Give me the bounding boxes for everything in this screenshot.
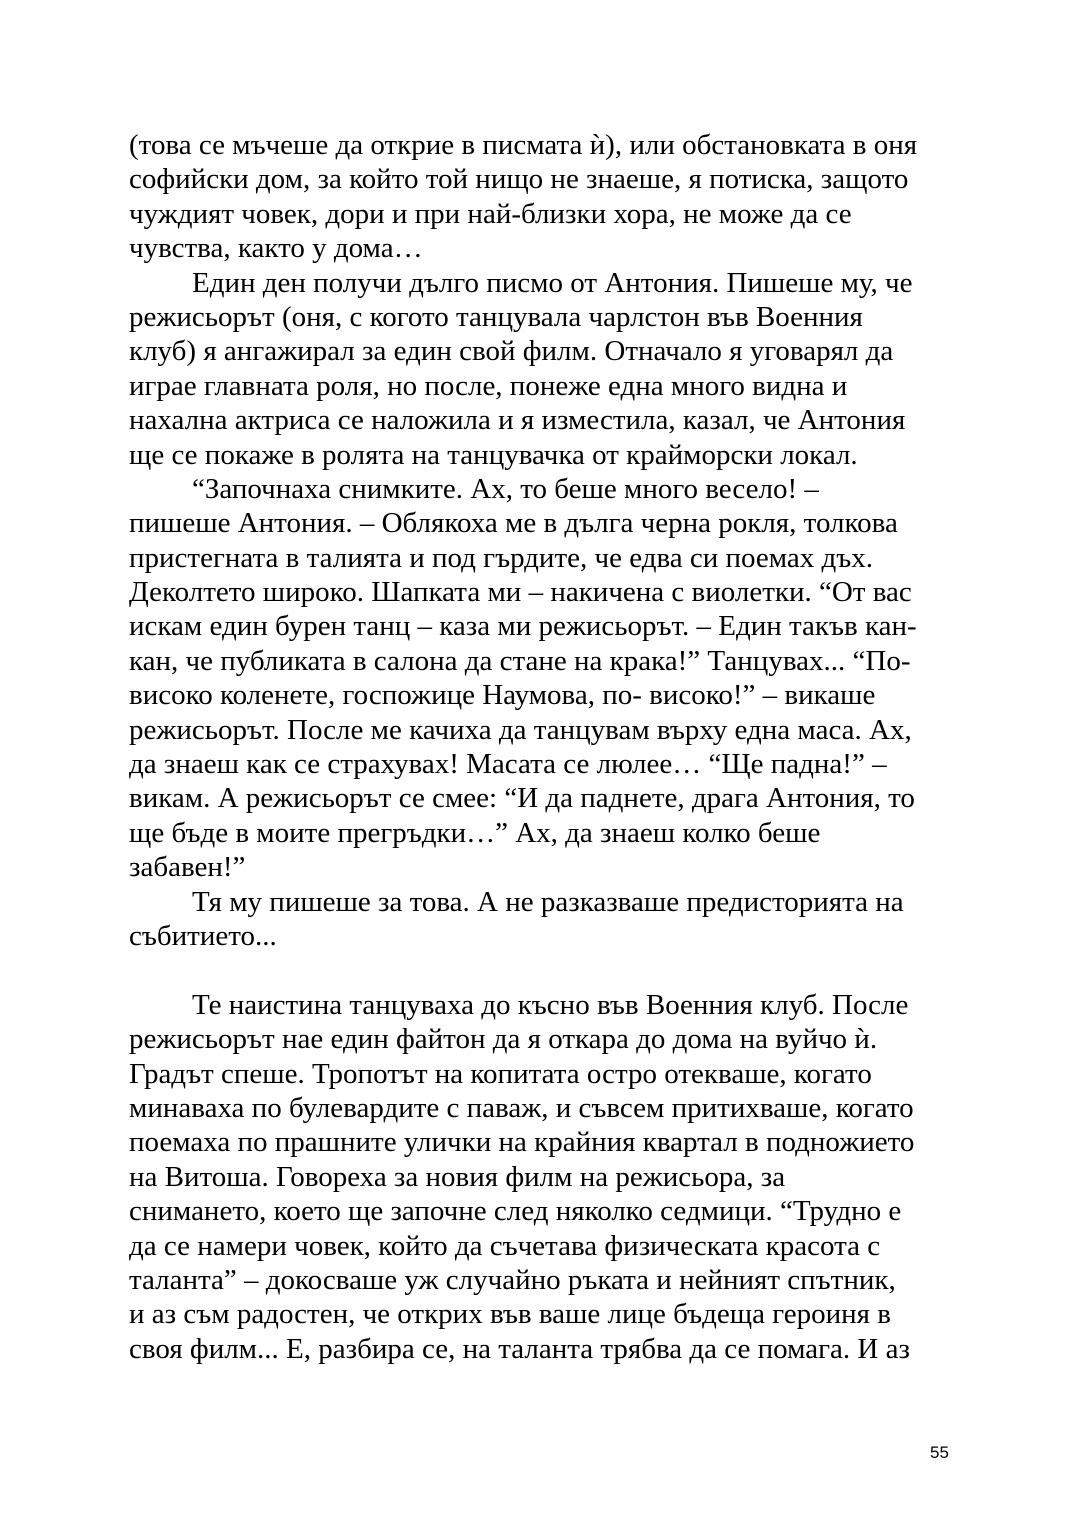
text-line: клуб) я ангажирал за един свой филм. Отначало я уговарял да: [129, 335, 894, 368]
text-line: чувства, както у дома…: [129, 232, 423, 265]
text-line: високо коленете, госпожице Наумова, по- високо!” – викаше: [129, 679, 876, 712]
paragraph-first-line: Те наистина танцуваха до късно във Военния клуб. После: [192, 988, 909, 1021]
text-line: да знаеш как се страхувах! Масата се люлее… “Ще падна!” –: [129, 748, 887, 781]
text-line: пристегната в талията и под гърдите, че едва си поемах дъх.: [129, 541, 874, 574]
text-line: кан, че публиката в салона да стане на крака!” Танцувах... “По-: [129, 644, 911, 677]
text-line: забавен!”: [129, 851, 246, 884]
text-line: на Витоша. Говореха за новия филм на режисьора, за: [129, 1160, 786, 1193]
text-line: Деколтето широко. Шапката ми – накичена с виолетки. “От вас: [129, 576, 912, 609]
text-line: нахална актриса се наложила и я изместила, казал, че Антония: [129, 404, 906, 437]
paragraph-first-line: Един ден получи дълго писмо от Антония. Пишеше му, че: [192, 266, 913, 299]
paragraph-first-line: Тя му пишеше за това. А не разказваше предисторията на: [192, 885, 904, 918]
text-line: ще бъде в моите прегръдки…” Ах, да знаеш колко беше: [129, 816, 821, 849]
text-line: пишеше Антония. – Облякоха ме в дълга черна рокля, толкова: [129, 507, 898, 540]
body-text: [129, 128, 964, 1366]
text-line: режисьорът нае един файтон да я откара до дома на вуйчо ѝ.: [129, 1023, 878, 1056]
text-line: режисьорът. После ме качиха да танцувам върху една маса. Ах,: [129, 713, 912, 746]
text-line: поемаха по прашните улички на крайния квартал в подножието: [129, 1126, 915, 1159]
text-line: режисьорът (оня, с когото танцувала чарлстон във Военния: [129, 300, 863, 333]
text-line: и аз съм радостен, че открих във ваше лице бъдеща героиня в: [129, 1298, 891, 1331]
text-line: събитието...: [129, 919, 277, 952]
text-line: да се намери човек, който да съчетава физическата красота с: [129, 1229, 881, 1262]
text-line: снимането, което ще започне след няколко седмици. “Трудно е: [129, 1195, 902, 1228]
text-line: ще се покаже в ролята на танцувачка от крайморски локал.: [129, 438, 858, 471]
text-line: своя филм... Е, разбира се, на таланта трябва да се помага. И аз: [129, 1332, 910, 1365]
text-line: играе главната роля, но после, понеже една много видна и: [129, 369, 848, 402]
text-line: викам. А режисьорът се смее: “И да паднете, драга Антония, то: [129, 782, 915, 815]
text-line: софийски дом, за който той нищо не знаеше, я потиска, защото: [129, 163, 909, 196]
blank-line: [129, 953, 964, 987]
text-line: (това се мъчеше да открие в писмата ѝ), или обстановката в оня: [129, 129, 918, 161]
text-line: искам един бурен танц – каза ми режисьорът. – Един такъв кан-: [129, 610, 917, 643]
text-line: чуждият човек, дори и при най-близки хора, не може да се: [129, 197, 852, 230]
text-line: таланта” – докосваше уж случайно ръката и нейният спътник,: [129, 1263, 896, 1296]
text-line: минаваха по булевардите с паваж, и съвсем притихваше, когато: [129, 1091, 914, 1124]
text-line: Градът спеше. Тропотът на копитата остро отекваше, когато: [129, 1057, 872, 1090]
page-number: 55: [930, 1443, 949, 1462]
paragraph-first-line: “Започнаха снимките. Ах, то беше много весело! –: [192, 472, 819, 505]
